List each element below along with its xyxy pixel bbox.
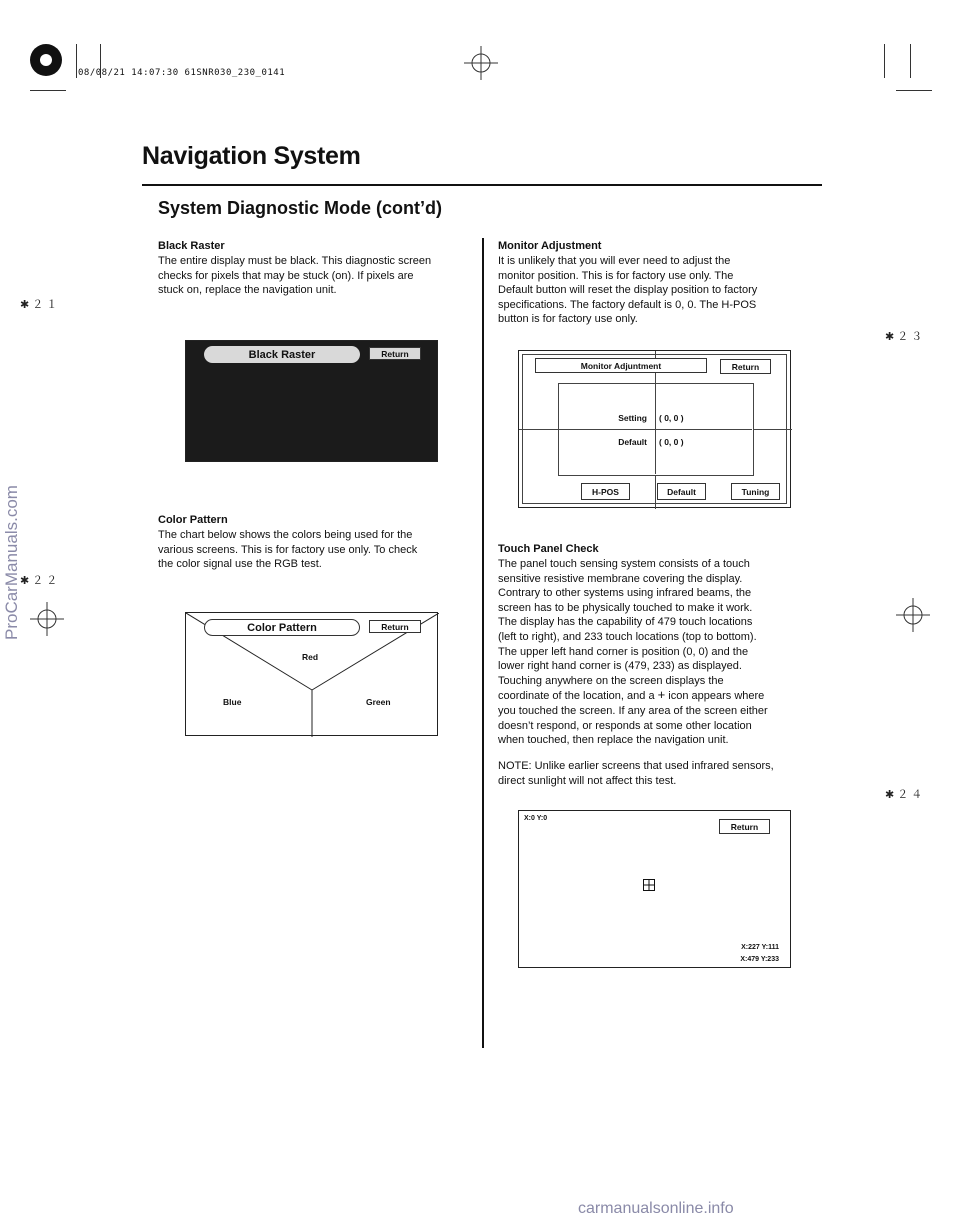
crop-line	[910, 44, 911, 78]
monitor-adjustment-heading: Monitor Adjustment	[498, 240, 602, 252]
black-raster-text: The entire display must be black. This diagnostic screen checks for pixels that may be stuck (on). If pixels are stuck on, replace the navigation unit.	[158, 255, 432, 297]
color-pattern-screen	[185, 612, 438, 736]
black-raster-screen-title: Black Raster	[204, 346, 360, 363]
center-horizontal-guide-overlay	[558, 429, 752, 430]
origin-coordinate-label: X:0 Y:0	[524, 815, 548, 822]
registration-crosshair-top	[464, 46, 498, 80]
section-title: System Diagnostic Mode (cont’d)	[158, 198, 443, 218]
print-stamp: 08/08/21 14:07:30 61SNR030_230_0141	[78, 68, 286, 78]
crop-line	[884, 44, 885, 78]
crosshair-inline-icon: +	[657, 687, 666, 703]
black-raster-screen	[185, 340, 438, 462]
return-button[interactable]: Return	[369, 347, 421, 360]
black-raster-heading: Black Raster	[158, 240, 225, 252]
setting-value: ( 0, 0 )	[659, 413, 684, 423]
red-region-label: Red	[302, 652, 319, 662]
page-title: Navigation System	[142, 142, 361, 170]
return-button[interactable]: Return	[369, 620, 421, 633]
bottom-watermark: carmanualsonline.info	[578, 1200, 734, 1217]
margin-marker: ✱２２	[20, 574, 61, 587]
touch-panel-heading: Touch Panel Check	[498, 543, 599, 555]
crop-line	[896, 90, 932, 91]
title-divider	[142, 184, 822, 186]
default-label: Default	[618, 437, 647, 447]
touch-panel-screen[interactable]	[518, 810, 791, 968]
touch-crosshair-icon	[643, 879, 655, 891]
column-divider	[482, 238, 484, 1048]
monitor-adjustment-text: It is unlikely that you will ever need to adjust the monitor position. This is for factory use only. The Default button will reset the display position to factory specifications. The factory default is 0, 0. The H-POS button is for factory use only.	[498, 255, 758, 326]
default-value: ( 0, 0 )	[659, 437, 684, 447]
margin-marker: ✱２１	[20, 298, 61, 311]
green-region-label: Green	[366, 697, 391, 707]
margin-marker: ✱２４	[885, 788, 926, 801]
touch-panel-text	[498, 557, 828, 748]
tuning-button[interactable]: Tuning	[731, 483, 780, 500]
color-pattern-heading: Color Pattern	[158, 514, 228, 526]
max-coordinate-label: X:479 Y:233	[740, 956, 779, 963]
touch-panel-text-part1: The panel touch sensing system consists of a touch sensitive resistive membrane covering the display. Contrary to other systems using infrared beams, the screen has to be physically touched to make it work. The display has the capability of 479 touch locations (left to right), and 233 touch locations (top to bottom). The upper left hand corner is position (0, 0) and the lower right hand corner is (479, 233) as displayed. Touching anywhere on the screen displays the coordinate of the location, and a	[498, 558, 757, 703]
registration-mark-inner	[40, 54, 52, 66]
touch-panel-text-part2: icon appears where you touched the screen. If any area of the screen either doesn’t respond, or responds at some other location when touched, then replace the navigation unit.	[498, 690, 768, 747]
return-button[interactable]: Return	[719, 819, 770, 834]
margin-marker: ✱２３	[885, 330, 926, 343]
registration-crosshair-right	[896, 598, 930, 632]
hpos-button[interactable]: H-POS	[581, 483, 630, 500]
setting-label: Setting	[618, 413, 647, 423]
crop-line	[76, 44, 77, 78]
monitor-adjustment-screen-title: Monitor Adjuntment	[535, 358, 707, 373]
crop-line	[30, 90, 66, 91]
blue-region-label: Blue	[223, 697, 242, 707]
default-button[interactable]: Default	[657, 483, 706, 500]
touch-panel-note: NOTE: Unlike earlier screens that used infrared sensors, direct sunlight will not affect this test.	[498, 760, 774, 787]
color-pattern-screen-title: Color Pattern	[204, 619, 360, 636]
side-watermark: ProCarManuals.com	[2, 485, 21, 640]
registration-crosshair-left	[30, 602, 64, 636]
current-coordinate-label: X:227 Y:111	[741, 944, 779, 951]
monitor-adjustment-screen	[518, 350, 791, 508]
color-pattern-text: The chart below shows the colors being used for the various screens. This is for factory use only. To check the color signal use the RGB test.	[158, 529, 418, 571]
return-button[interactable]: Return	[720, 359, 771, 374]
